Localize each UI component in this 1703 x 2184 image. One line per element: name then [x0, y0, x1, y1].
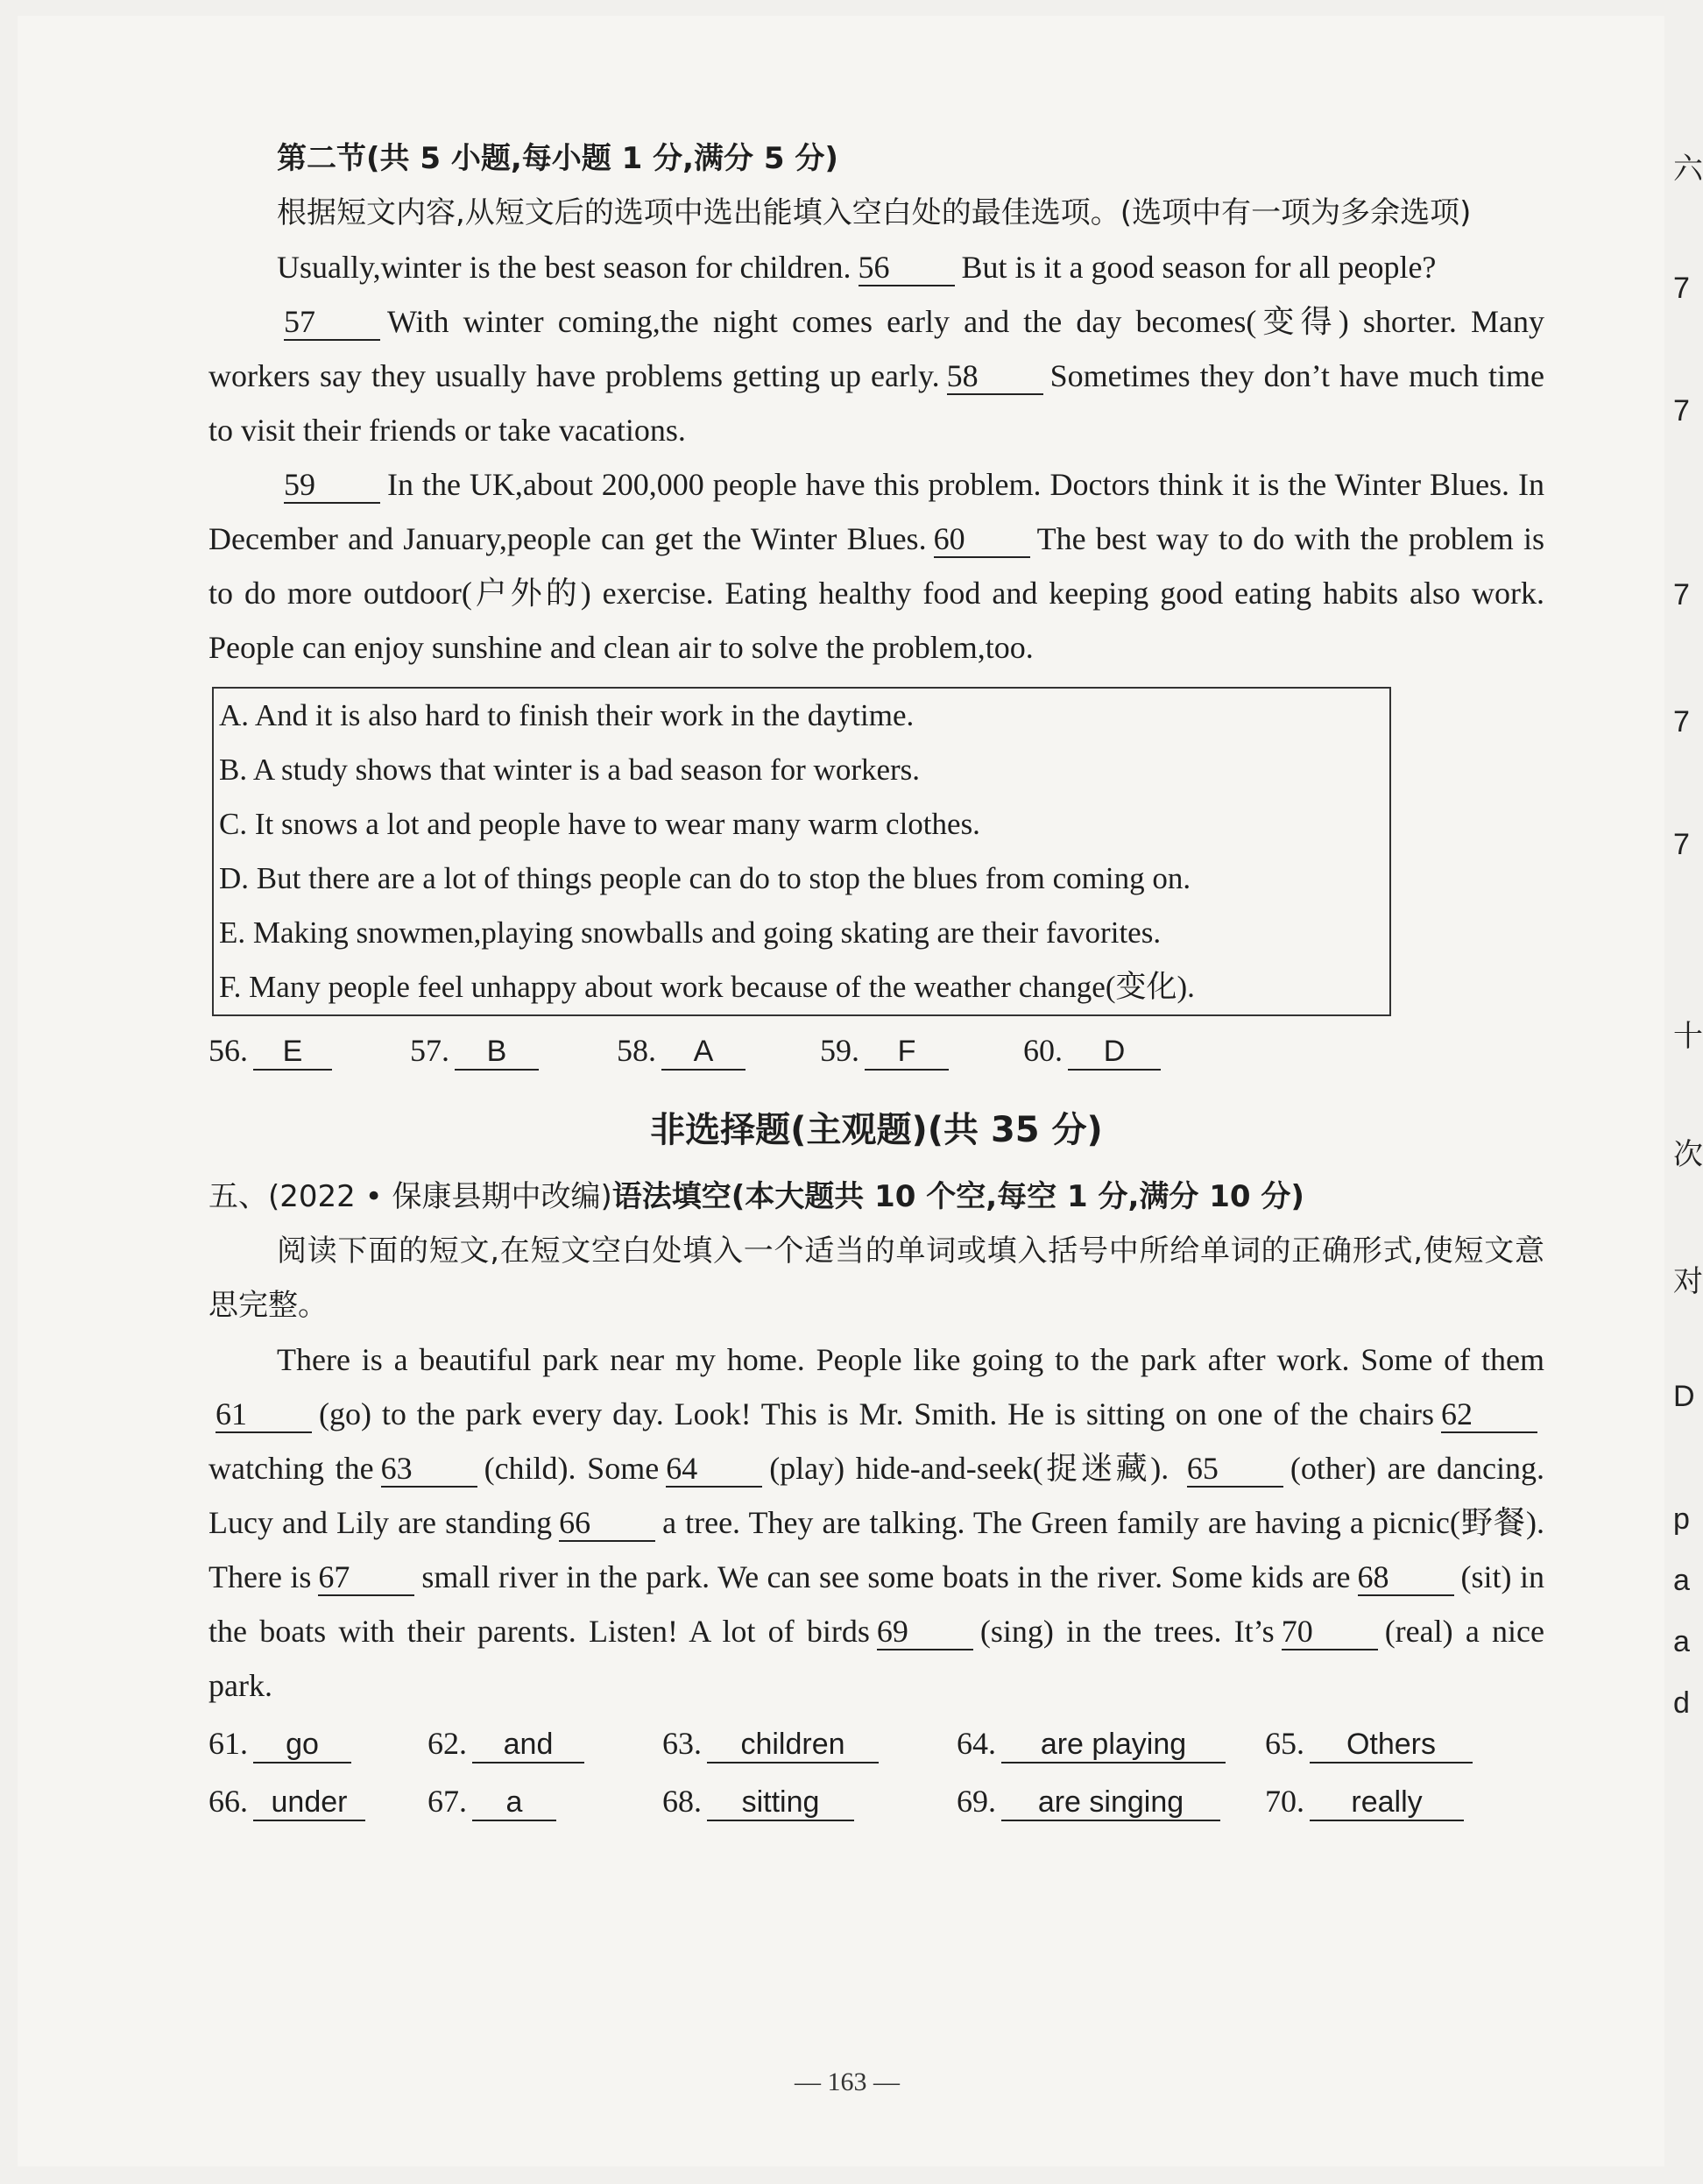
edge-glyph: 7 — [1673, 828, 1690, 861]
passage-text: (sing) in the trees. It’s — [979, 1614, 1275, 1649]
answer-number: 61. — [208, 1726, 248, 1761]
answer-number: 59. — [820, 1033, 859, 1068]
blank-68: 68 — [1358, 1559, 1454, 1596]
passage-text: The best way to do with the problem is to do more outdoor(户外的) exercise. Eating healthy food and keeping good eating habits also work. People can enjoy sunshine and clean air to solve the problem,too. — [208, 521, 1545, 665]
blank-59: 59 — [284, 467, 380, 504]
blank-69: 69 — [877, 1614, 973, 1650]
answer-number: 65. — [1265, 1726, 1304, 1761]
answer-number: 66. — [208, 1784, 248, 1819]
passage-text: (sit) in the boats with their parents. Listen! A lot of birds — [208, 1559, 1545, 1649]
answer-fill: under — [253, 1785, 365, 1821]
answer-number: 58. — [617, 1033, 656, 1068]
answer-fill: really — [1310, 1785, 1464, 1821]
section5-heading-prefix: 五、(2022 • 保康县期中改编) — [208, 1179, 612, 1214]
blank-63: 63 — [381, 1451, 477, 1488]
edge-glyph: D — [1673, 1380, 1695, 1413]
answer-fill: E — [253, 1034, 332, 1071]
worksheet-content — [208, 131, 1544, 1828]
passage-text: watching the — [208, 1451, 374, 1486]
passage-text: In the UK,about 200,000 people have this problem. Doctors think it is the Winter Blues. In December and January,people can get the Winter Blues. — [208, 467, 1544, 556]
answer-number: 70. — [1265, 1784, 1304, 1819]
answer-fill: go — [253, 1727, 351, 1763]
blank-65: 65 — [1187, 1451, 1283, 1488]
answers-61-65 — [208, 1716, 1544, 1771]
answer-68 — [662, 1774, 957, 1828]
answer-fill: and — [472, 1727, 584, 1763]
answer-60 — [1023, 1023, 1161, 1078]
answer-fill: are playing — [1001, 1727, 1226, 1763]
option-c: C. It snows a lot and people have to wear many warm clothes. — [219, 807, 980, 841]
passage1-paragraph2 — [208, 294, 1544, 457]
passage-text: small river in the park. We can see some boats in the river. Some kids are — [421, 1559, 1351, 1594]
passage-text: (go) to the park every day. Look! This is Mr. Smith. He is sitting on one of the chairs — [319, 1396, 1434, 1431]
passage-text: (play) hide-and-seek(捉迷藏). — [769, 1451, 1169, 1486]
answers-66-70 — [208, 1774, 1544, 1828]
answer-number: 67. — [428, 1784, 467, 1819]
answer-57 — [410, 1023, 617, 1078]
blank-61: 61 — [216, 1396, 312, 1433]
option-b: B. A study shows that winter is a bad season for workers. — [219, 753, 921, 787]
answer-61 — [208, 1716, 428, 1771]
answer-fill: A — [661, 1034, 746, 1071]
answer-number: 57. — [410, 1033, 449, 1068]
blank-70: 70 — [1282, 1614, 1378, 1650]
answer-fill: D — [1068, 1034, 1161, 1071]
passage-text: But is it a good season for all people? — [961, 250, 1437, 285]
section5-heading — [208, 1169, 1544, 1224]
answer-70 — [1265, 1774, 1464, 1828]
answer-fill: sitting — [707, 1785, 854, 1821]
answer-fill: are singing — [1001, 1785, 1220, 1821]
answer-58 — [617, 1023, 820, 1078]
edge-glyph: 7 — [1673, 705, 1690, 739]
passage-text: With winter coming,the night comes early and the day becomes(变得) shorter. Many workers say they usually have problems getting up early. — [208, 304, 1544, 393]
edge-glyph: a — [1673, 1625, 1690, 1658]
part-title: 非选择题(主观题)(共 35 分) — [650, 1110, 1103, 1150]
answers-56-60 — [208, 1023, 1544, 1078]
edge-glyph: d — [1673, 1686, 1690, 1720]
option-f: F. Many people feel unhappy about work because of the weather change(变化). — [219, 970, 1195, 1004]
options-box — [212, 687, 1391, 1016]
page-number: — 163 — — [795, 2067, 900, 2096]
answer-number: 60. — [1023, 1033, 1063, 1068]
answer-fill: children — [707, 1727, 879, 1763]
edge-glyph: 7 — [1673, 272, 1690, 305]
section5-heading-main: 语法填空(本大题共 10 个空,每空 1 分,满分 10 分) — [611, 1179, 1304, 1214]
option-a: A. And it is also hard to finish their work in the daytime. — [219, 698, 915, 732]
answer-number: 63. — [662, 1726, 702, 1761]
passage-text: Sometimes they don’t have much time to visit their friends or take vacations. — [208, 358, 1544, 448]
passage-text: a tree. They are talking. The Green family are having a picnic(野餐). There is — [208, 1505, 1544, 1594]
passage2 — [208, 1332, 1544, 1713]
answer-fill: B — [455, 1034, 539, 1071]
edge-glyph: 7 — [1673, 578, 1690, 611]
edge-glyph: p — [1673, 1502, 1690, 1536]
edge-glyph: 次 — [1673, 1138, 1703, 1171]
passage-text: Usually,winter is the best season for children. — [277, 250, 852, 285]
blank-60: 60 — [934, 521, 1030, 558]
edge-glyph: a — [1673, 1564, 1690, 1597]
answer-number: 64. — [957, 1726, 996, 1761]
answer-66 — [208, 1774, 428, 1828]
answer-number: 68. — [662, 1784, 702, 1819]
blank-57: 57 — [284, 304, 380, 341]
answer-67 — [428, 1774, 662, 1828]
passage1-paragraph3 — [208, 457, 1544, 675]
blank-66: 66 — [559, 1505, 655, 1542]
answer-fill: Others — [1310, 1727, 1473, 1763]
answer-fill: a — [472, 1785, 556, 1821]
answer-63 — [662, 1716, 957, 1771]
passage1-paragraph1 — [208, 240, 1544, 294]
edge-glyph: 7 — [1673, 394, 1690, 428]
edge-glyph: 对 — [1673, 1265, 1703, 1298]
section5-instruction: 阅读下面的短文,在短文空白处填入一个适当的单词或填入括号中所给单词的正确形式,使短文意思完整。 — [208, 1233, 1544, 1323]
passage-text: There is a beautiful park near my home. People like going to the park after work. Some of them — [277, 1342, 1544, 1377]
blank-64: 64 — [666, 1451, 762, 1488]
answer-65 — [1265, 1716, 1473, 1771]
answer-62 — [428, 1716, 662, 1771]
option-e: E. Making snowmen,playing snowballs and going skating are their favorites. — [219, 915, 1162, 950]
passage-text: (child). Some — [484, 1451, 660, 1486]
passage-text: (real) a nice park. — [208, 1614, 1544, 1703]
answer-number: 56. — [208, 1033, 248, 1068]
answer-64 — [957, 1716, 1265, 1771]
option-d: D. But there are a lot of things people can do to stop the blues from coming on. — [219, 861, 1191, 895]
answer-number: 62. — [428, 1726, 467, 1761]
answer-56 — [208, 1023, 410, 1078]
blank-62: 62 — [1441, 1396, 1537, 1433]
section2-heading: 第二节(共 5 小题,每小题 1 分,满分 5 分) — [277, 141, 838, 176]
answer-fill: F — [865, 1034, 949, 1071]
passage-text: (other) are dancing. Lucy and Lily are standing — [208, 1451, 1544, 1540]
blank-67: 67 — [318, 1559, 414, 1596]
section2-instruction: 根据短文内容,从短文后的选项中选出能填入空白处的最佳选项。(选项中有一项为多余选项) — [277, 195, 1472, 230]
answer-59 — [820, 1023, 1023, 1078]
answer-69 — [957, 1774, 1265, 1828]
edge-glyph: 十 — [1673, 1020, 1703, 1053]
blank-56: 56 — [859, 250, 955, 286]
blank-58: 58 — [947, 358, 1043, 395]
edge-glyph: 六 — [1673, 152, 1703, 186]
answer-number: 69. — [957, 1784, 996, 1819]
